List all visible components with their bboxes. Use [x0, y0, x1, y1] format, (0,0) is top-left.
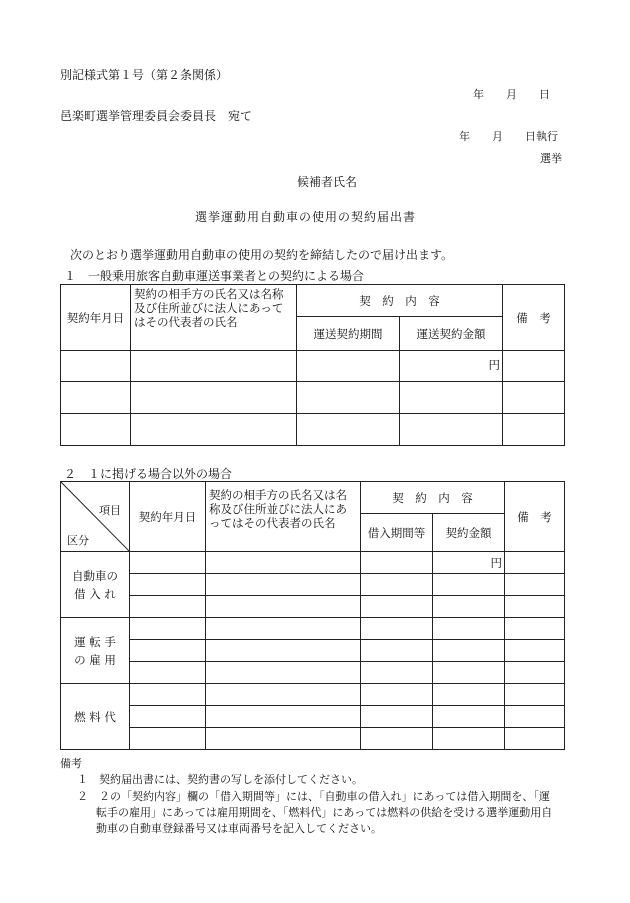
category-vehicle-rental: 自動車の 借 入 れ [61, 552, 130, 618]
s1-header-remarks: 備 考 [503, 285, 565, 351]
yen-unit: 円 [488, 358, 500, 372]
note-2-line-2: 転手の雇用」にあっては雇用期間を、「燃料代」にあっては燃料の供給を受ける選挙運動用自 [96, 806, 553, 819]
form-number: 別記様式第１号（第２条関係） [60, 68, 229, 82]
s2-header-contents: 契 約 内 容 [361, 482, 505, 514]
s2-diagonal-header [61, 482, 130, 552]
table-row [61, 574, 565, 596]
table-row [61, 351, 565, 382]
intro-text: 次のとおり選挙運動用自動車の使用の契約を締結したので届け出ます。 [70, 248, 454, 262]
s2-header-period: 借入期間等 [361, 514, 433, 552]
election-label: 選挙 [540, 152, 562, 165]
s1-header-amount: 運送契約金額 [400, 317, 503, 351]
table-row [61, 414, 565, 446]
note-2-line-1: ２ ２の「契約内容」欄の「借入期間等」には、「自動車の借入れ」にあっては借入期間を、「運 [77, 790, 550, 803]
notes-heading: 備考 [60, 757, 82, 770]
addressee: 邑楽町選挙管理委員会委員長 宛て [60, 109, 253, 123]
table-row [61, 618, 565, 640]
date-line: 年 月 日 [473, 88, 550, 101]
table-row [61, 684, 565, 706]
category-driver-hire: 運 転 手 の 雇 用 [61, 618, 130, 684]
section2-heading: ２ １に掲げる場合以外の場合 [64, 467, 233, 481]
note-2-line-3: 動車の自動車登録番号又は車両番号を記入してください。 [96, 822, 382, 835]
section1-heading: １ 一般乗用旅客自動車運送事業者との契約による場合 [64, 269, 365, 283]
document-title: 選挙運動用自動車の使用の契約届出書 [195, 210, 417, 224]
table-row [61, 728, 565, 750]
contract-table-2 [60, 481, 565, 750]
table-row [61, 706, 565, 728]
note-1: １ 契約届出書には、契約書の写しを添付してください。 [77, 773, 363, 786]
s2-header-remarks: 備 考 [505, 482, 565, 552]
s1-header-contents: 契 約 内 容 [297, 285, 503, 317]
category-fuel: 燃 料 代 [61, 684, 130, 750]
s1-header-date: 契約年月日 [61, 285, 131, 351]
table-row [61, 596, 565, 618]
election-date: 年 月 日執行 [459, 130, 558, 143]
table-row [61, 640, 565, 662]
candidate-name-label: 候補者氏名 [297, 175, 358, 189]
diag-category-label: 区分 [67, 534, 89, 547]
diag-item-label: 項目 [99, 504, 121, 517]
s1-header-party: 契約の相手方の氏名又は名称及び住所並びに法人にあってはその代表者の氏名 [131, 285, 297, 351]
contract-table-1 [60, 284, 565, 446]
s2-header-party: 契約の相手方の氏名又は名称及び住所並びに法人にあってはその代表者の氏名 [206, 482, 361, 552]
s2-header-date: 契約年月日 [130, 482, 206, 552]
table-row [61, 552, 565, 574]
table-row [61, 382, 565, 414]
yen-unit: 円 [490, 555, 502, 570]
s1-header-period: 運送契約期間 [297, 317, 400, 351]
s2-header-amount: 契約金額 [433, 514, 505, 552]
table-row [61, 662, 565, 684]
